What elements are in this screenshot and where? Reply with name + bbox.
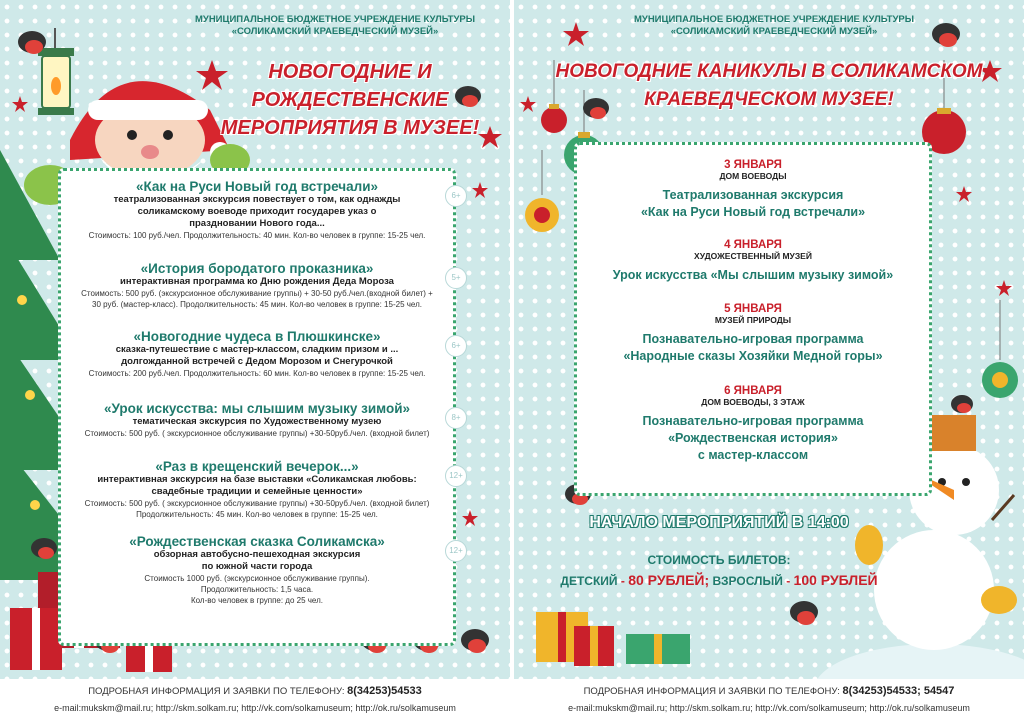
footer-label: ПОДРОБНАЯ ИНФОРМАЦИЯ И ЗАЯВКИ ПО ТЕЛЕФОНУ: (88, 686, 345, 697)
events-panel (58, 168, 463, 646)
schedule-day (577, 159, 929, 221)
footer-links: e-mail:mukskm@mail.ru; http://skm.solkam.ru; http://vk.com/solkamuseum; http://ok.ru/solkamuseum (54, 703, 456, 713)
adult-label: ВЗРОСЛЫЙ (712, 574, 783, 588)
org-line-2: «СОЛИКАМСКИЙ КРАЕВЕДЧЕСКИЙ МУЗЕЙ» (231, 26, 439, 37)
child-label: ДЕТСКИЙ (560, 574, 618, 588)
title-line-2: РОЖДЕСТВЕНСКИЕ (251, 89, 449, 111)
right-poster (514, 0, 1024, 721)
ticket-prices (534, 572, 904, 588)
event-info: 30 руб. (мастер-класс). Продолжительность: 45 мин. Кол-во человек в группе: 15-25 чел. (92, 300, 422, 309)
schedule-day (577, 239, 929, 284)
event-description: обзорная автобусно-пешеходная экскурсия (153, 549, 361, 560)
day-date: 3 ЯНВАРЯ (724, 159, 782, 171)
event-block (61, 459, 463, 520)
event-description: театрализованная экскурсия повествует о том, как однажды (113, 194, 401, 205)
title-line-3: МЕРОПРИЯТИЯ В МУЗЕЕ! (220, 117, 480, 139)
day-program: Урок искусства «Мы слышим музыку зимой» (612, 268, 894, 282)
event-info: Стоимость: 500 руб. ( экскурсионное обслуживание группы) +30-50руб./чел. (входной билет) (84, 499, 430, 508)
schedule-day (577, 385, 929, 464)
schedule-day (577, 303, 929, 365)
gift-icon (536, 612, 690, 666)
tickets-label: СТОИМОСТЬ БИЛЕТОВ: (647, 553, 791, 567)
org-line-1: МУНИЦИПАЛЬНОЕ БЮДЖЕТНОЕ УЧРЕЖДЕНИЕ КУЛЬТУРЫ (195, 14, 475, 25)
schedule-panel (574, 142, 932, 496)
event-info: Стоимость: 500 руб. (экскурсионное обслуживание группы) + 30-50 руб./чел.(входной билет) + (81, 289, 433, 298)
right-footer (514, 679, 1024, 721)
event-title: «Новогодние чудеса в Плюшкинске» (133, 329, 381, 344)
event-title: «Как на Руси Новый год встречали» (135, 179, 378, 194)
day-program: Познавательно-игровая программа (642, 332, 864, 346)
footer-contact (0, 685, 510, 697)
footer-phone: 8(34253)54533; 54547 (842, 685, 955, 697)
left-footer (0, 679, 510, 721)
org-line-2: «СОЛИКАМСКИЙ КРАЕВЕДЧЕСКИЙ МУЗЕЙ» (670, 26, 878, 37)
child-dash: - (620, 574, 625, 588)
start-time: НАЧАЛО МЕРОПРИЯТИЙ В 14:00 (589, 514, 849, 531)
age-badge: 5+ (445, 267, 467, 289)
event-description: праздновании Нового года... (189, 218, 325, 229)
event-block (61, 329, 461, 379)
event-info: Кол-во человек в группе: до 25 чел. (191, 596, 323, 605)
event-block (61, 261, 461, 310)
event-block (61, 401, 461, 439)
day-venue: МУЗЕЙ ПРИРОДЫ (714, 315, 792, 325)
day-date: 6 ЯНВАРЯ (724, 385, 782, 397)
event-description: сказка-путешествие с мастер-классом, сладким призом и ... (115, 344, 399, 355)
day-program: «Народные сказы Хозяйки Медной горы» (623, 349, 883, 363)
event-description: интерактивная программа ко Дню рождения Деда Мороза (120, 276, 394, 287)
title-line-2: КРАЕВЕДЧЕСКОМ МУЗЕЕ! (644, 89, 894, 110)
page-title (200, 58, 500, 142)
event-title: «Раз в крещенский вечерок...» (155, 459, 359, 474)
day-program: «Рождественская история» (668, 431, 838, 445)
footer-label: ПОДРОБНАЯ ИНФОРМАЦИЯ И ЗАЯВКИ ПО ТЕЛЕФОНУ: (583, 686, 840, 697)
age-badge: 6+ (445, 185, 467, 207)
event-info: Стоимость: 500 руб. ( экскурсионное обслуживание группы) +30-50руб./чел. (входной билет) (84, 429, 430, 438)
org-line-1: МУНИЦИПАЛЬНОЕ БЮДЖЕТНОЕ УЧРЕЖДЕНИЕ КУЛЬТУРЫ (634, 14, 914, 25)
page-title (534, 58, 1004, 114)
event-info: Стоимость: 100 руб./чел. Продолжительность: 40 мин. Кол-во человек в группе: 15-25 чел. (88, 231, 426, 240)
footer-links: e-mail:mukskm@mail.ru; http://skm.solkam.ru; http://vk.com/solkamuseum; http://ok.ru/solkamuseum (568, 703, 970, 713)
day-venue: ХУДОЖЕСТВЕННЫЙ МУЗЕЙ (694, 251, 812, 261)
event-info: Стоимость: 200 руб./чел. Продолжительность: 60 мин. Кол-во человек в группе: 15-25 чел. (88, 369, 426, 378)
adult-price: 100 РУБЛЕЙ (793, 572, 878, 588)
event-description: по южной части города (201, 561, 313, 572)
title-line-1: НОВОГОДНИЕ КАНИКУЛЫ В СОЛИКАМСКОМ (555, 61, 983, 82)
event-block (61, 179, 461, 241)
day-program: Театрализованная экскурсия (662, 188, 844, 202)
day-venue: ДОМ ВОЕВОДЫ, 3 ЭТАЖ (701, 397, 805, 407)
left-poster (0, 0, 510, 721)
age-badge: 6+ (445, 335, 467, 357)
child-price: 80 РУБЛЕЙ; (628, 572, 710, 588)
event-info: Стоимость 1000 руб. (экскурсионное обслуживание группы). (144, 574, 370, 583)
event-info: Продолжительность: 45 мин. Кол-во человек в группе: 15-25 чел. (136, 510, 378, 519)
footer-contact (514, 685, 1024, 697)
age-badge: 12+ (445, 540, 467, 562)
age-badge: 12+ (445, 465, 467, 487)
age-badge: 8+ (445, 407, 467, 429)
event-block (61, 534, 463, 606)
day-program: с мастер-классом (697, 448, 809, 462)
adult-dash: - (786, 574, 791, 588)
org-header (170, 14, 500, 38)
event-description: долгожданной встречей с Дедом Морозом и Снегурочкой (121, 356, 393, 367)
title-line-1: НОВОГОДНИЕ И (268, 61, 432, 83)
event-description: соликамскому воеводе приходит государев указ о (137, 206, 377, 217)
day-date: 5 ЯНВАРЯ (724, 303, 782, 315)
event-description: свадебные традиции и семейные ценности» (151, 486, 363, 497)
org-header (624, 14, 924, 38)
day-venue: ДОМ ВОЕВОДЫ (719, 171, 787, 181)
footer-phone: 8(34253)54533 (347, 685, 422, 697)
event-description: интерактивная экскурсия на базе выставки «Соликамская любовь: (97, 474, 417, 485)
event-title: «История бородатого проказника» (140, 261, 374, 276)
event-info: Продолжительность: 1,5 часа. (200, 585, 314, 594)
event-title: «Урок искусства: мы слышим музыку зимой» (103, 401, 411, 416)
day-program: Познавательно-игровая программа (642, 414, 864, 428)
event-description: тематическая экскурсия по Художественному музею (132, 416, 382, 427)
day-program: «Как на Руси Новый год встречали» (640, 205, 866, 219)
event-title: «Рождественская сказка Соликамска» (129, 534, 385, 549)
day-date: 4 ЯНВАРЯ (724, 239, 782, 251)
